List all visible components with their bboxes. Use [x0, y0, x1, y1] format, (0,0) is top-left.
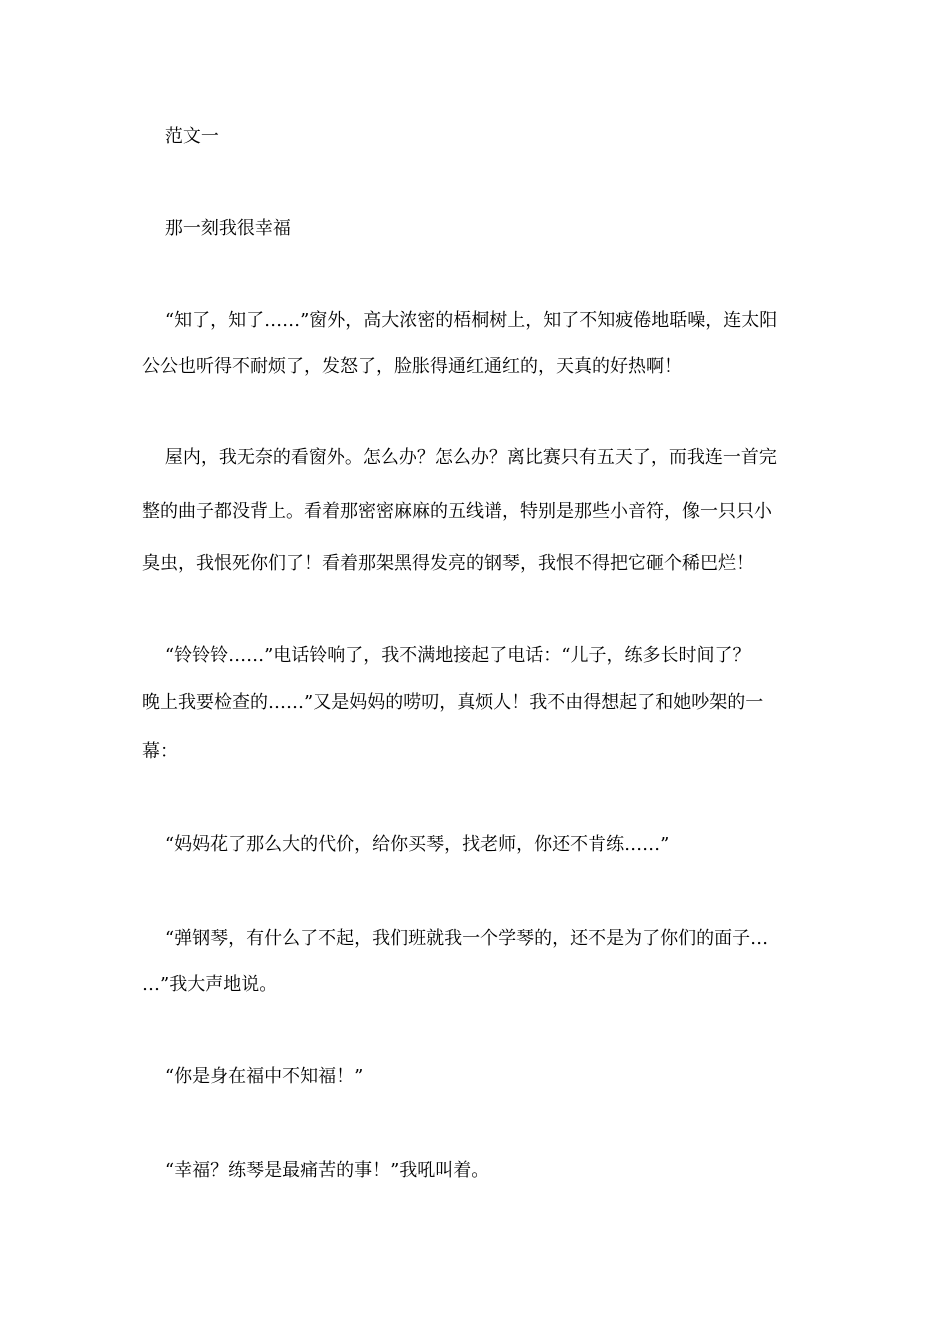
paragraph-line: “妈妈花了那么大的代价，给你买琴，找老师，你还不肯练……”: [142, 834, 670, 855]
paragraph-line: 臭虫，我恨死你们了！看着那架黑得发亮的钢琴，我恨不得把它砸个稀巴烂！: [142, 553, 754, 574]
paragraph-line: “你是身在福中不知福！”: [142, 1066, 364, 1087]
section-heading: 范文一: [142, 126, 219, 147]
paragraph-line: “铃铃铃……”电话铃响了，我不满地接起了电话：“儿子，练多长时间了？: [142, 645, 751, 666]
paragraph-line: “知了，知了……”窗外，高大浓密的梧桐树上，知了不知疲倦地聒噪，连太阳: [142, 310, 778, 331]
paragraph-line: 晚上我要检查的……”又是妈妈的唠叨，真烦人！我不由得想起了和她吵架的一: [142, 692, 764, 713]
paragraph-line: “幸福？练琴是最痛苦的事！”我吼叫着。: [142, 1160, 490, 1181]
paragraph-line: 公公也听得不耐烦了，发怒了，脸胀得通红通红的，天真的好热啊！: [142, 356, 682, 377]
paragraph-line: …”我大声地说。: [142, 974, 278, 995]
essay-title: 那一刻我很幸福: [142, 218, 291, 239]
paragraph-line: 幕：: [142, 741, 178, 762]
paragraph-line: 屋内，我无奈的看窗外。怎么办？怎么办？离比赛只有五天了，而我连一首完: [142, 447, 777, 468]
paragraph-line: “弹钢琴，有什么了不起，我们班就我一个学琴的，还不是为了你们的面子…: [142, 928, 769, 949]
paragraph-line: 整的曲子都没背上。看着那密密麻麻的五线谱，特别是那些小音符，像一只只小: [142, 501, 772, 522]
